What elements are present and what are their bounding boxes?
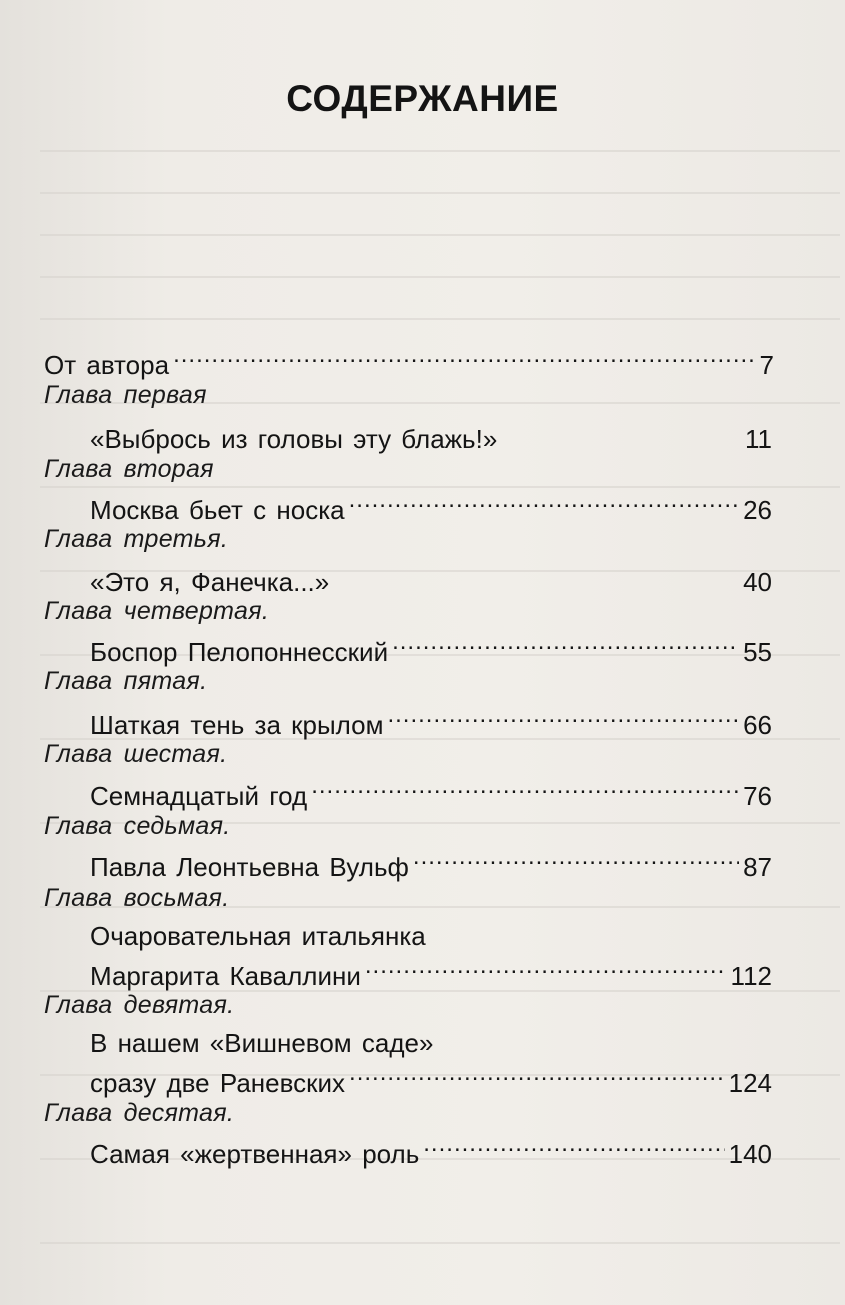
toc-page-number: 140 [728,1139,772,1169]
toc-entry-label: сразу две Раневских [90,1068,346,1098]
toc-entry-label: Маргарита Каваллини [90,961,361,991]
chapter-heading: Глава первая [44,381,207,409]
toc-entry[interactable] [90,846,772,882]
leader-dots [423,1133,724,1163]
toc-entry-first-line: Очаровательная итальянка [90,921,426,951]
toc-entry-label: От автора [44,350,170,380]
chapter-heading: Глава десятая. [44,1099,235,1127]
toc-entry[interactable] [90,704,772,740]
toc-entry-preface[interactable] [44,344,774,380]
toc-entry-label: Семнадцатый год [90,781,308,811]
toc-entry-label: Москва бьет с носка [90,495,345,525]
chapter-heading: Глава девятая. [44,991,235,1019]
toc-page-number: 112 [730,961,772,991]
toc-entry-label: Шаткая тень за крылом [90,710,384,740]
toc-page-number: 11 [745,424,772,454]
toc-entry[interactable] [90,561,772,597]
leader-dots [413,846,739,876]
leader-dots [173,344,755,374]
toc-entry-label: «Выбрось из головы эту блажь!» [90,424,498,454]
toc-entry-first-line: В нашем «Вишневом саде» [90,1028,434,1058]
chapter-heading: Глава третья. [44,525,229,553]
toc-entry[interactable] [90,1062,772,1098]
chapter-heading: Глава шестая. [44,740,228,768]
toc-page-number: 87 [743,852,772,882]
leader-dots [349,1062,725,1092]
leader-dots [311,775,739,805]
toc-page-number: 76 [743,781,772,811]
toc-entry-label: Самая «жертвенная» роль [90,1139,420,1169]
toc-page-number: 7 [759,350,774,380]
leader-dots [387,704,739,734]
leader-dots [365,955,727,985]
leader-dots [392,631,739,661]
toc-entry[interactable] [90,631,772,667]
toc-entry-label: Павла Леонтьевна Вульф [90,852,409,882]
toc-page-number: 66 [743,710,772,740]
toc-entry[interactable] [90,418,772,454]
toc-page-number: 40 [743,567,772,597]
chapter-heading: Глава пятая. [44,667,208,695]
toc-entry[interactable] [90,955,772,991]
toc-page-number: 26 [743,495,772,525]
leader-dots [349,489,739,519]
chapter-heading: Глава четвертая. [44,597,270,625]
toc-entry-label: «Это я, Фанечка...» [90,567,330,597]
chapter-heading: Глава седьмая. [44,812,231,840]
toc-entry[interactable] [90,489,772,525]
page-title: СОДЕРЖАНИЕ [286,78,559,119]
chapter-heading: Глава восьмая. [44,884,230,912]
toc-entry[interactable] [90,775,772,811]
toc-page-number: 55 [743,637,772,667]
chapter-heading: Глава вторая [44,455,214,483]
toc-page-number: 124 [728,1068,772,1098]
toc-entry-label: Боспор Пелопоннесский [90,637,389,667]
toc-entry[interactable] [90,1133,772,1169]
